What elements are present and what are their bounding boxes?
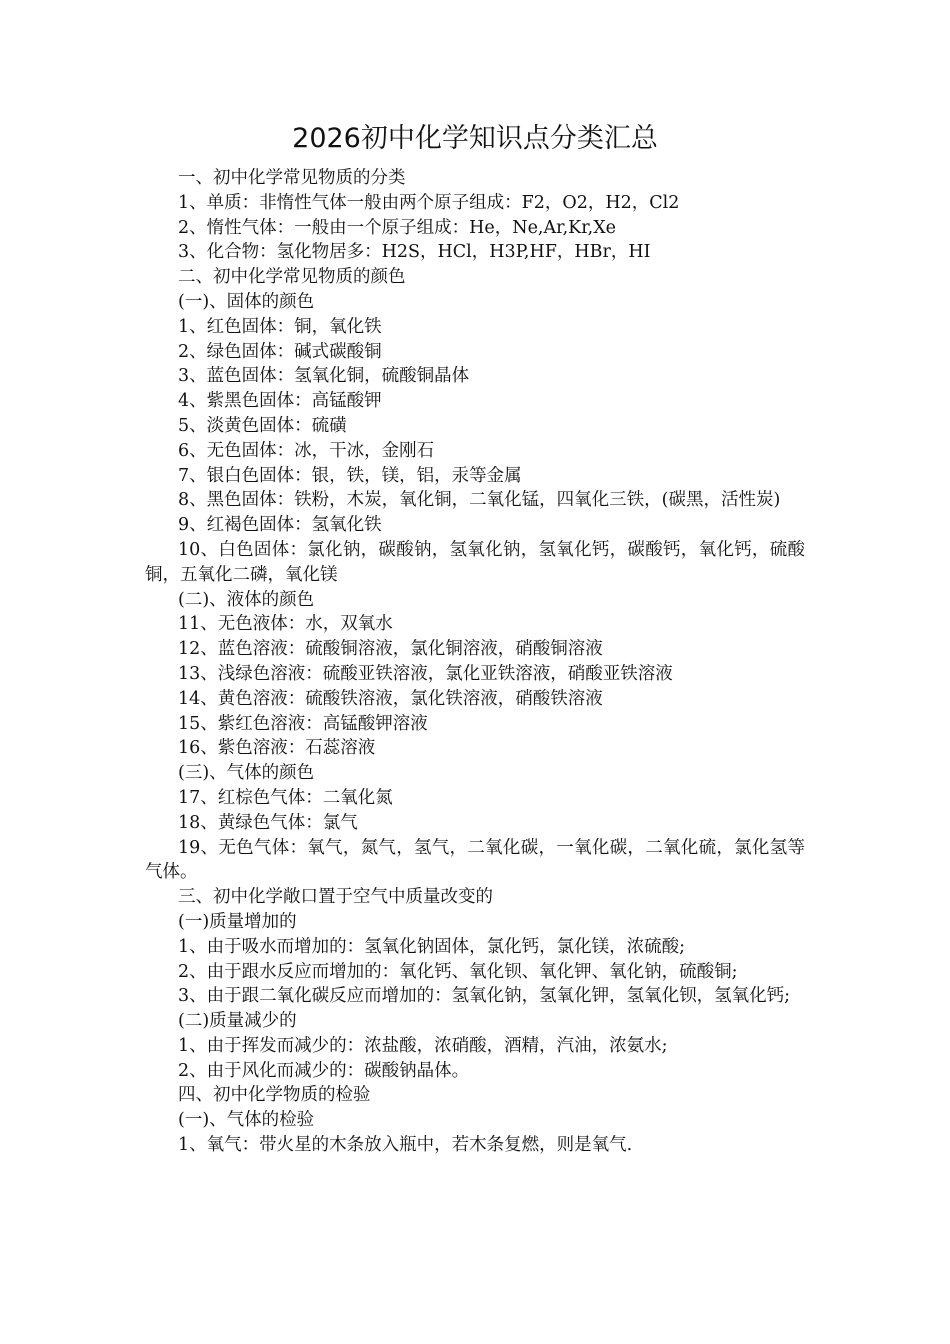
list-item: 14、黄色溶液：硫酸铁溶液，氯化铁溶液，硝酸铁溶液 (178, 688, 603, 709)
list-item: 8、黑色固体：铁粉，木炭，氧化铜，二氧化锰，四氧化三铁，(碳黑，活性炭) (178, 490, 781, 511)
list-item: 9、红褐色固体：氢氧化铁 (178, 515, 382, 536)
list-item: 7、银白色固体：银，铁，镁，铝，汞等金属 (178, 465, 522, 486)
subsection-heading-mass-increase: (一)质量增加的 (178, 911, 297, 932)
section-heading-testing: 四、初中化学物质的检验 (178, 1085, 371, 1106)
list-item: 2、绿色固体：碱式碳酸铜 (178, 341, 382, 362)
subsection-heading-mass-decrease: (二)质量减少的 (178, 1011, 297, 1032)
subsection-heading-gases: (三)、气体的颜色 (178, 763, 315, 784)
list-item: 16、紫色溶液：石蕊溶液 (178, 738, 376, 759)
list-item: 3、由于跟二氧化碳反应而增加的：氢氧化钠，氢氧化钾，氢氧化钡，氢氧化钙; (178, 986, 791, 1007)
section-heading-classification: 一、初中化学常见物质的分类 (178, 168, 406, 188)
list-item: 18、黄绿色气体：氯气 (178, 812, 358, 833)
list-item: 3、蓝色固体：氢氧化铜，硫酸铜晶体 (178, 366, 470, 387)
list-item: 17、红棕色气体：二氧化氮 (178, 787, 393, 808)
document-title: 2026初中化学知识点分类汇总 (292, 123, 658, 154)
list-item: 15、紫红色溶液：高锰酸钾溶液 (178, 713, 428, 734)
subsection-heading-liquids: (二)、液体的颜色 (178, 589, 315, 610)
list-item: 1、单质：非惰性气体一般由两个原子组成：F2，O2，H2，Cl2 (178, 192, 680, 213)
list-item: 5、淡黄色固体：硫磺 (178, 415, 347, 436)
list-item: 1、由于挥发而减少的：浓盐酸，浓硝酸，酒精，汽油，浓氨水; (178, 1035, 668, 1056)
list-item: 13、浅绿色溶液：硫酸亚铁溶液，氯化亚铁溶液，硝酸亚铁溶液 (178, 663, 673, 684)
section-heading-colors: 二、初中化学常见物质的颜色 (178, 267, 406, 288)
list-item: 3、化合物：氢化物居多：H2S，HCl，H3P,HF，HBr，HI (178, 242, 651, 263)
document-body (145, 166, 805, 1158)
list-item: 19、无色气体：氧气，氮气，氢气，二氧化碳，一氧化碳，二氧化硫，氯化氢等气体。 (145, 837, 805, 883)
subsection-heading-gas-testing: (一)、气体的检验 (178, 1110, 315, 1131)
list-item: 6、无色固体：冰，干冰，金刚石 (178, 440, 435, 461)
list-item: 1、红色固体：铜，氧化铁 (178, 316, 382, 337)
list-item: 11、无色液体：水，双氧水 (178, 614, 393, 635)
list-item: 4、紫黑色固体：高锰酸钾 (178, 391, 382, 412)
list-item: 1、由于吸水而增加的：氢氧化钠固体，氯化钙，氯化镁，浓硫酸; (178, 936, 686, 957)
subsection-heading-solids: (一)、固体的颜色 (178, 291, 315, 312)
list-item: 1、氧气：带火星的木条放入瓶中，若木条复燃，则是氧气. (178, 1135, 633, 1156)
section-heading-mass-change: 三、初中化学敞口置于空气中质量改变的 (178, 887, 493, 908)
list-item: 2、惰性气体：一般由一个原子组成：He，Ne,Ar,Kr,Xe (178, 217, 617, 238)
list-item: 2、由于跟水反应而增加的：氧化钙、氧化钡、氧化钾、氧化钠，硫酸铜; (178, 961, 738, 982)
list-item: 2、由于风化而减少的：碳酸钠晶体。 (178, 1060, 470, 1081)
list-item: 10、白色固体：氯化钠，碳酸钠，氢氧化钠，氢氧化钙，碳酸钙，氧化钙，硫酸铜，五氧化二磷，氧化镁 (145, 539, 805, 585)
list-item: 12、蓝色溶液：硫酸铜溶液，氯化铜溶液，硝酸铜溶液 (178, 639, 603, 660)
